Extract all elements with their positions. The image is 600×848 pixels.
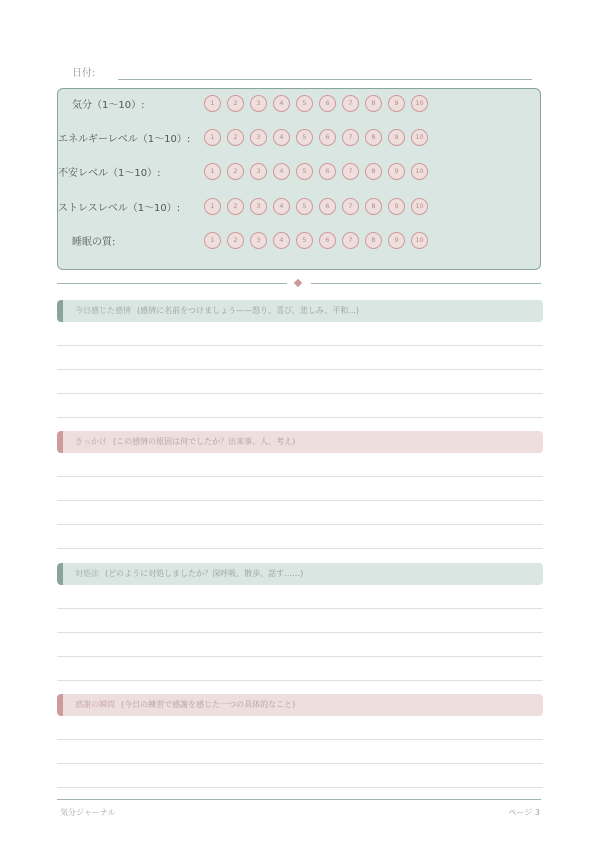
rating-circle[interactable]: 1 (204, 163, 221, 180)
rating-circle[interactable]: 4 (273, 95, 290, 112)
writing-line[interactable] (57, 453, 543, 477)
ornament-divider (57, 282, 541, 290)
rating-circle[interactable]: 4 (273, 232, 290, 249)
writing-line[interactable] (57, 501, 543, 525)
rating-circle[interactable]: 3 (250, 129, 267, 146)
rating-circle[interactable]: 2 (227, 129, 244, 146)
rating-label: 睡眠の質: (72, 237, 116, 248)
ratings-panel (57, 88, 541, 270)
section-title: 対処法 (75, 569, 99, 578)
rating-circle[interactable]: 10 (411, 163, 428, 180)
rating-circle[interactable]: 10 (411, 198, 428, 215)
writing-line[interactable] (57, 394, 543, 418)
rating-circle[interactable]: 5 (296, 198, 313, 215)
rating-circle[interactable]: 10 (411, 95, 428, 112)
rating-circle[interactable]: 1 (204, 129, 221, 146)
rating-circle[interactable]: 8 (365, 198, 382, 215)
writing-line[interactable] (57, 370, 543, 394)
rating-scale (204, 129, 434, 146)
rating-circle[interactable]: 4 (273, 163, 290, 180)
rating-circle[interactable]: 7 (342, 232, 359, 249)
rating-circle[interactable]: 10 (411, 232, 428, 249)
rating-label: 気分（1〜10）: (72, 100, 145, 111)
rating-circle[interactable]: 9 (388, 198, 405, 215)
rating-circle[interactable]: 1 (204, 198, 221, 215)
section-triggers (57, 431, 543, 549)
section-hint: (感情に名前をつけましょう——怒り、喜び、悲しみ、平和...) (137, 306, 360, 315)
rating-circle[interactable]: 4 (273, 198, 290, 215)
rating-circle[interactable]: 7 (342, 198, 359, 215)
rating-circle[interactable]: 3 (250, 95, 267, 112)
rating-circle[interactable]: 4 (273, 129, 290, 146)
section-hint: (今日の練習で感謝を感じた一つの具体的なこと) (121, 700, 296, 709)
rating-scale (204, 198, 434, 215)
rating-label: 不安レベル（1〜10）: (58, 168, 161, 179)
rating-circle[interactable]: 8 (365, 95, 382, 112)
section-emotions (57, 300, 543, 418)
rating-scale (204, 232, 434, 249)
rating-label: ストレスレベル（1〜10）: (58, 203, 181, 214)
rating-circle[interactable]: 7 (342, 129, 359, 146)
rating-circle[interactable]: 2 (227, 163, 244, 180)
rating-circle[interactable]: 5 (296, 163, 313, 180)
section-hint: (どのように対処しましたか？深呼吸、散歩、話す……) (105, 569, 304, 578)
rating-circle[interactable]: 1 (204, 232, 221, 249)
accent-bar (57, 563, 63, 585)
section-header (57, 431, 543, 453)
rating-circle[interactable]: 2 (227, 95, 244, 112)
accent-bar (57, 694, 63, 716)
section-title: 感謝の瞬間 (75, 700, 115, 709)
writing-line[interactable] (57, 585, 543, 609)
rating-circle[interactable]: 3 (250, 232, 267, 249)
writing-line[interactable] (57, 346, 543, 370)
footer-title: 気分ジャーナル (60, 808, 116, 817)
rating-circle[interactable]: 3 (250, 163, 267, 180)
writing-line[interactable] (57, 740, 543, 764)
writing-line[interactable] (57, 609, 543, 633)
accent-bar (57, 300, 63, 322)
rating-circle[interactable]: 9 (388, 163, 405, 180)
rating-circle[interactable]: 5 (296, 129, 313, 146)
rating-scale (204, 163, 434, 180)
writing-line[interactable] (57, 657, 543, 681)
rating-row-anxiety (58, 160, 540, 184)
rating-circle[interactable]: 5 (296, 95, 313, 112)
rating-circle[interactable]: 6 (319, 129, 336, 146)
rating-circle[interactable]: 10 (411, 129, 428, 146)
rating-circle[interactable]: 7 (342, 163, 359, 180)
rating-circle[interactable]: 6 (319, 163, 336, 180)
rating-circle[interactable]: 3 (250, 198, 267, 215)
footer-rule (57, 799, 541, 800)
diamond-icon (294, 279, 302, 287)
rating-scale (204, 95, 434, 112)
section-title: 今日感じた感情 (75, 306, 131, 315)
rating-circle[interactable]: 5 (296, 232, 313, 249)
accent-bar (57, 431, 63, 453)
rating-circle[interactable]: 8 (365, 163, 382, 180)
divider-line (311, 283, 541, 284)
writing-line[interactable] (57, 764, 543, 788)
rating-row-mood (58, 92, 540, 116)
writing-line[interactable] (57, 633, 543, 657)
rating-circle[interactable]: 1 (204, 95, 221, 112)
rating-circle[interactable]: 2 (227, 232, 244, 249)
rating-circle[interactable]: 8 (365, 129, 382, 146)
divider-line (57, 283, 287, 284)
writing-line[interactable] (57, 322, 543, 346)
section-title: きっかけ (75, 437, 107, 446)
rating-row-sleep (58, 229, 540, 253)
section-coping (57, 563, 543, 681)
section-header (57, 694, 543, 716)
section-header (57, 563, 543, 585)
date-label: 日付: (72, 68, 96, 79)
rating-row-stress (58, 195, 540, 219)
rating-row-energy (58, 126, 540, 150)
section-gratitude (57, 694, 543, 788)
date-row (72, 62, 532, 80)
rating-circle[interactable]: 8 (365, 232, 382, 249)
section-hint: (この感情の原因は何でしたか？出来事、人、考え) (113, 437, 296, 446)
rating-circle[interactable]: 7 (342, 95, 359, 112)
writing-line[interactable] (57, 477, 543, 501)
rating-circle[interactable]: 9 (388, 232, 405, 249)
date-input-line[interactable] (118, 79, 532, 80)
rating-circle[interactable]: 2 (227, 198, 244, 215)
rating-circle[interactable]: 6 (319, 232, 336, 249)
rating-circle[interactable]: 9 (388, 129, 405, 146)
rating-label: エネルギーレベル（1〜10）: (58, 134, 191, 145)
page-number: ページ 3 (508, 808, 540, 817)
section-header (57, 300, 543, 322)
writing-line[interactable] (57, 525, 543, 549)
rating-circle[interactable]: 6 (319, 95, 336, 112)
rating-circle[interactable]: 6 (319, 198, 336, 215)
writing-line[interactable] (57, 716, 543, 740)
rating-circle[interactable]: 9 (388, 95, 405, 112)
